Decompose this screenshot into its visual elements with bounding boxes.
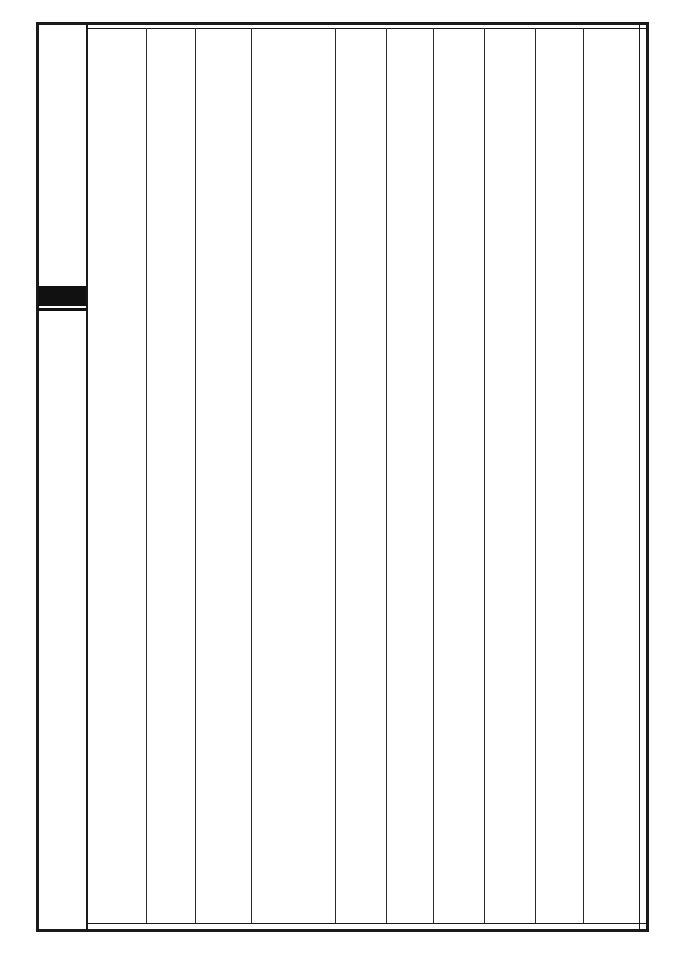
frame-bottom-rule	[36, 929, 649, 932]
text-column	[300, 46, 344, 916]
frame-top-inner-rule	[88, 28, 646, 29]
fish-tail-mark	[38, 286, 86, 306]
text-column	[543, 46, 587, 916]
column-rule	[146, 28, 147, 923]
text-column	[492, 46, 536, 916]
frame-right-inner-rule	[639, 22, 640, 932]
text-column	[392, 46, 436, 916]
margin-divider-rule	[86, 22, 88, 932]
text-column	[441, 46, 485, 916]
frame-top-rule	[36, 22, 649, 25]
text-column	[342, 46, 386, 916]
column-rule	[251, 28, 252, 923]
frame-bottom-inner-rule	[88, 923, 646, 924]
frame-left-rule	[36, 22, 39, 932]
text-column	[592, 46, 636, 916]
column-rule	[195, 28, 196, 923]
column-rule	[386, 28, 387, 923]
fish-tail-rule	[38, 308, 86, 311]
frame-right-rule	[646, 22, 649, 932]
